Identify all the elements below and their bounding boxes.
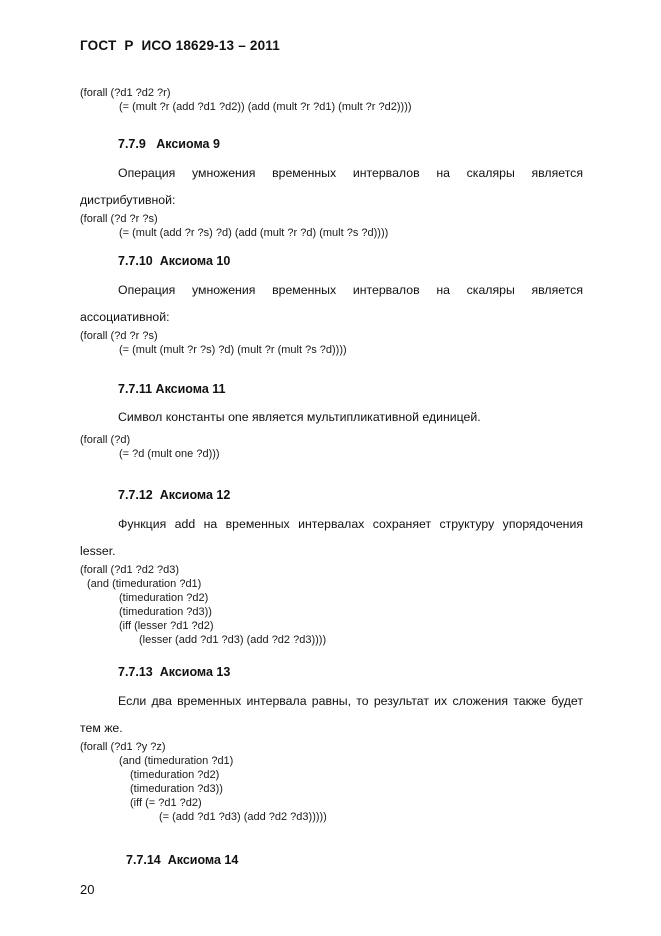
section-heading-7-7-14: 7.7.14 Аксиома 14 xyxy=(126,853,239,867)
code-line: (and (timeduration ?d1) xyxy=(119,755,234,767)
code-line: (timeduration ?d2) xyxy=(119,592,209,604)
code-line: (forall (?d1 ?d2 ?r) xyxy=(80,87,171,99)
section-heading-7-7-9: 7.7.9 Аксиома 9 xyxy=(118,137,220,151)
code-line: (iff (lesser ?d1 ?d2) xyxy=(119,620,214,632)
section-text-7-7-10: Операция умножения временных интервалов на скаляры является ассоциативной: xyxy=(80,283,583,324)
section-heading-7-7-10: 7.7.10 Аксиома 10 xyxy=(118,254,231,268)
code-line: (timeduration ?d2) xyxy=(130,769,220,781)
document-header: ГОСТ Р ИСО 18629-13 – 2011 xyxy=(80,38,280,53)
code-line: (= (mult (mult ?r ?s) ?d) (mult ?r (mult ?s ?d)))) xyxy=(119,344,347,356)
code-line: (= (mult (add ?r ?s) ?d) (add (mult ?r ?d) (mult ?s ?d)))) xyxy=(119,227,389,239)
code-line: (lesser (add ?d1 ?d3) (add ?d2 ?d3)))) xyxy=(139,634,327,646)
code-line: (timeduration ?d3)) xyxy=(130,783,223,795)
code-line: (forall (?d1 ?y ?z) xyxy=(80,741,166,753)
code-line: (= ?d (mult one ?d))) xyxy=(119,448,220,460)
code-line: (forall (?d1 ?d2 ?d3) xyxy=(80,564,180,576)
code-line: (= (add ?d1 ?d3) (add ?d2 ?d3))))) xyxy=(159,811,327,823)
code-line: (forall (?d ?r ?s) xyxy=(80,213,158,225)
code-line: (forall (?d ?r ?s) xyxy=(80,330,158,342)
page-number: 20 xyxy=(80,882,95,897)
section-text-7-7-12: Функция add на временных интервалах сохраняет структуру упорядочения lesser. xyxy=(80,517,583,558)
section-text-7-7-13: Если два временных интервала равны, то результат их сложения также будет тем же. xyxy=(80,694,583,735)
code-line: (iff (= ?d1 ?d2) xyxy=(130,797,202,809)
code-line: (= (mult ?r (add ?d1 ?d2)) (add (mult ?r ?d1) (mult ?r ?d2)))) xyxy=(119,101,412,113)
code-line: (forall (?d) xyxy=(80,434,131,446)
section-text-7-7-11: Символ константы one является мультипликативной единицей. xyxy=(118,410,481,424)
section-heading-7-7-11: 7.7.11 Аксиома 11 xyxy=(118,382,226,396)
section-text-7-7-9: Операция умножения временных интервалов на скаляры является дистрибутивной: xyxy=(80,166,583,207)
code-line: (timeduration ?d3)) xyxy=(119,606,212,618)
section-heading-7-7-12: 7.7.12 Аксиома 12 xyxy=(118,488,231,502)
section-heading-7-7-13: 7.7.13 Аксиома 13 xyxy=(118,665,231,679)
code-line: (and (timeduration ?d1) xyxy=(87,578,202,590)
